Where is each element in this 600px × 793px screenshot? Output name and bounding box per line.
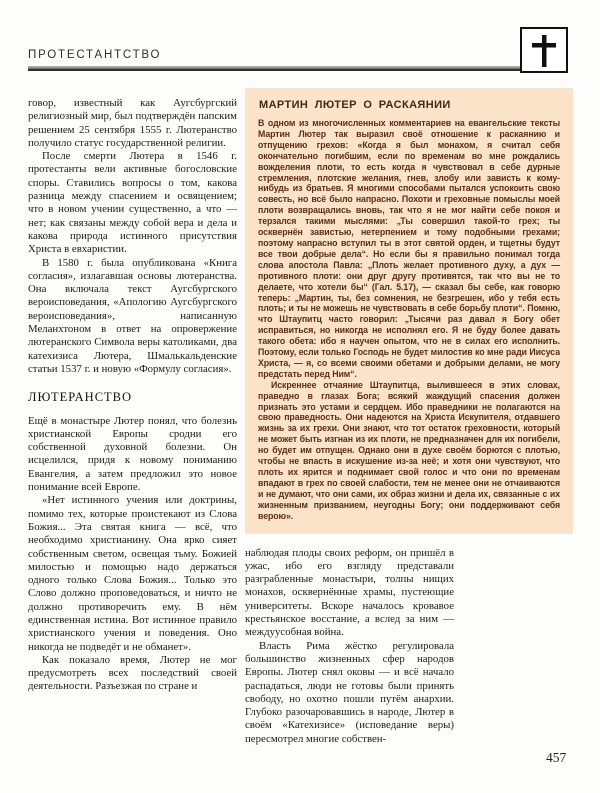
body-paragraph: Ещё в монастыре Лютер понял, что болезнь христианской Европы сродни его собственной духовной болезни. Он исцелился, придя к новому пониманию Евангелия, а затем предложил это новое понимание всей Европе.	[28, 414, 237, 494]
box-paragraph: В одном из многочисленных комментариев на евангельские тексты Мартин Лютер так выразил своё отношение к раскаянию и отпущению грехов: «Когда я был монахом, я считал себя окончательно погибшим, если по временам во мне рождались вожделения плоти, то есть когда я чувствовал в себе дурные стремления, плотские желания, гнев, злобу или зависть к кому-нибудь из братьев. Я многими способами пытался успокоить свою совесть, но всё было напрасно. Похоти и греховные помыслы моей плоти возвращались вновь, так что я не мог найти себе покоя и терзался такими мыслями: „Ты совершил такой-то грех; ты осквернён завистью, нетерпением и тому подобными грехами; поэтому напрасно вступил ты в этот святой орден, и тщетны будут все твои добрые дела“. Но если бы я правильно понимал тогда слова апостола Павла: „Плоть желает противного духу, а дух — противного плоти: они друг другу противятся, так что вы не то делаете, что хотели бы“ (Гал. 5.17), — сказал бы себе, как говорю теперь: „Мартин, ты, без сомнения, не безгрешен, ибо у тебя есть плоть; и ты не можешь не чувствовать в себе борьбу плоти“. Помню, что Штаупитц часто говорил: „Тысячи раз давал я Богу обет исправиться, но никогда не исполнял его. Я не буду более давать такого обета: ибо я научен опытом, что не в силах его исполнить. Поэтому, если только Господь не будет милостив ко мне ради Иисуса Христа, — я, со всеми своими обетами и добрыми делами, не могу предстать перед Ним“.	[258, 118, 560, 379]
body-paragraph: наблюдая плоды своих реформ, он пришёл в ужас, ибо его взгляду представали разграбленные монастыри, толпы нищих монахов, осквернённые храмы, пустеющие университеты. Вскоре началось кровавое крестьянское восстание, а вслед за ним — междуусобная война.	[245, 546, 454, 639]
right-region	[245, 88, 573, 746]
body-paragraph: Как показало время, Лютер не мог предусмотреть всех последствий своей деятельности. Разъезжая по стране и	[28, 653, 237, 693]
chapter-emblem-box	[520, 27, 568, 73]
box-title: МАРТИН ЛЮТЕР О РАСКАЯНИИ	[259, 99, 451, 111]
body-paragraph: После смерти Лютера в 1546 г. протестанты вели активные богословские споры. Ставились вопросы о том, какова разница между спасением и освящением; что в новом учении существенно, а что — нет; как связаны между собой вера и дела и какова природа истинного присутствия Христа в евхаристии.	[28, 150, 237, 256]
cross-icon	[525, 32, 563, 69]
second-text-column	[245, 547, 454, 746]
luther-repentance-box	[245, 88, 573, 534]
header-rule	[28, 66, 520, 71]
box-paragraph: Искреннее отчаяние Штаупитца, вылившееся в этих словах, праведно в глазах Бога; всякий жаждущий спасения должен признать это устами и сердцем. Ибо праведники не полагаются на свою праведность. Они надеются на Христа Искупителя, отдавшего жизнь за их грехи. Они знают, что тот остаток греховности, который не может быть изгнан из их плоти, не предназначен для их погибели, но будет им отпущен. Однако они в духе своём борются с плотью, чтобы не впасть в искушение из-за неё; и хотя они чувствуют, что плоть их ярится и поднимает свой голос и что они по временам впадают в грех по своей слабости, тем не менее они не отчаиваются и не думают, что они сами, их образ жизни и дела их, связанные с их жизненным призванием, неугодны Богу; они поддерживают себя верою».	[258, 379, 560, 521]
left-text-column	[28, 97, 237, 694]
body-paragraph: говор, известный как Аугсбургский религиозный мир, был подтверждён папским решением 25 сентября 1555 г. Лютеранство получило статус государственной религии.	[28, 97, 237, 149]
running-header-title: ПРОТЕСТАНТСТВО	[28, 49, 162, 61]
body-paragraph: Власть Рима жёстко регулировала большинство жизненных сфер народов Европы. Лютер снял оковы — и всё начало распадаться, люди не готовы были принять свободу, но охотно пошли путём анархии. Глубоко разочаровавшись в народе, Лютер в своём «Катехизисе» (исповедание веры) пересмотрел многие собствен-	[245, 639, 454, 745]
page-number: 457	[546, 750, 567, 765]
section-heading-lutheranism: ЛЮТЕРАНСТВО	[28, 390, 133, 405]
body-paragraph: «Нет истинного учения или доктрины, помимо тех, которые проистекают из Слова Божия... Эта святая книга — всё, что необходимо христианину. Она ярко сияет собственным светом, освещая тьму. Божией милостью и помощью надо держаться одного только Слова Божия... Только это Слово должно проповедоваться, и ничто не должно противоречить ему. В нём единственная истина. Вот истинное правило христианского учения и поведения. Оно никогда не подведёт и не обманет».	[28, 494, 237, 653]
body-paragraph: В 1580 г. была опубликована «Книга согласия», излагавшая основы лютеранства. Она включала текст Аугсбургского вероисповедания, «Апологию Аугсбургского вероисповедания», написанную Меланхтоном в ответ на опровержение лютеранского Символа веры католиками, два катехизиса Лютера, Шмалькальденские статьи 1537 г. и новую «Формулу согласия».	[28, 256, 237, 375]
